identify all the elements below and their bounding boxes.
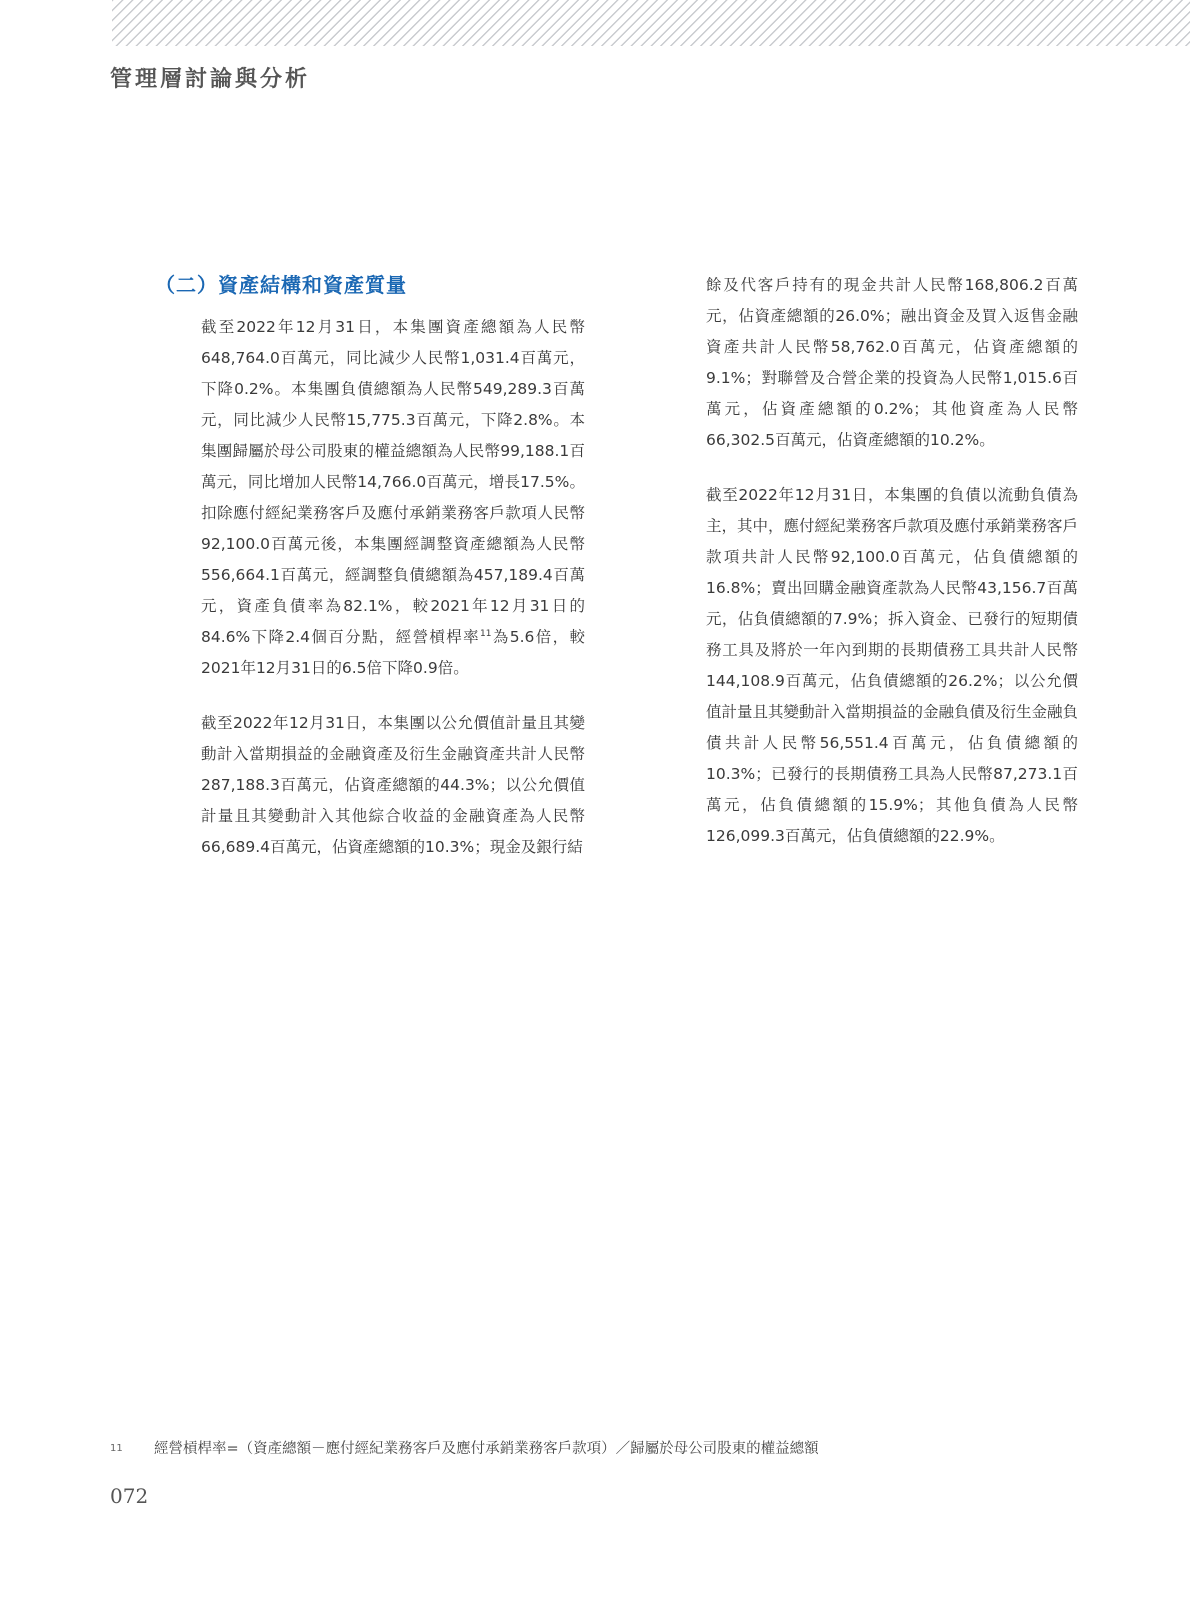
page-number: 072 xyxy=(110,1484,149,1508)
paragraph-asset-summary-tail: 為5.6倍，較2021年12月31日的6.5倍下降0.9倍。 xyxy=(201,628,585,677)
running-title: 管理層討論與分析 xyxy=(110,66,311,92)
paragraph-liability-composition: 截至2022年12月31日，本集團的負債以流動負債為主，其中，應付經紀業務客戶款項及應付承銷業務客戶款項共計人民幣92,100.0百萬元，佔負債總額的16.8%；賣出回購金融資產款為人民幣43,156.7百萬元，佔負債總額的7.9%；拆入資金、已發行的短期債務工具及將於一年內到期的長期債務工具共計人民幣144,108.9百萬元，佔負債總額的26.2%；以公允價值計量且其變動計入當期損益的金融負債及衍生金融負債共計人民幣56,551.4百萬元，佔負債總額的10.3%；已發行的長期債務工具為人民幣87,273.1百萬元，佔負債總額的15.9%；其他負債為人民幣126,099.3百萬元，佔負債總額的22.9%。 xyxy=(706,486,1079,845)
paragraph-asset-summary xyxy=(155,312,585,684)
header-hatch-band xyxy=(112,0,1190,46)
right-column xyxy=(706,270,1078,876)
footnote-text: 經營槓桿率=（資產總額－應付經紀業務客戶及應付承銷業務客戶款項）／歸屬於母公司股東的權益總額 xyxy=(154,1441,819,1457)
footnote-reference: 11 xyxy=(480,628,492,639)
left-column xyxy=(155,270,585,887)
footnote-number: 11 xyxy=(110,1443,123,1454)
footnote xyxy=(110,1436,1010,1462)
section-heading: （二）資產結構和資產質量 xyxy=(155,273,407,297)
paragraph-asset-composition: 截至2022年12月31日，本集團以公允價值計量且其變動計入當期損益的金融資產及衍生金融資產共計人民幣287,188.3百萬元，佔資產總額的44.3%；以公允價值計量且其變動計入其他綜合收益的金融資產為人民幣66,689.4百萬元，佔資產總額的10.3%；現金及銀行結 xyxy=(201,714,585,856)
paragraph-asset-composition-continued: 餘及代客戶持有的現金共計人民幣168,806.2百萬元，佔資產總額的26.0%；融出資金及買入返售金融資產共計人民幣58,762.0百萬元，佔資產總額的9.1%；對聯營及合營企業的投資為人民幣1,015.6百萬元，佔資產總額的0.2%；其他資產為人民幣66,302.5百萬元，佔資產總額的10.2%。 xyxy=(706,276,1078,449)
paragraph-asset-summary-text: 截至2022年12月31日，本集團資產總額為人民幣648,764.0百萬元，同比減少人民幣1,031.4百萬元，下降0.2%。本集團負債總額為人民幣549,289.3百萬元，同比減少人民幣15,775.3百萬元，下降2.8%。本集團歸屬於母公司股東的權益總額為人民幣99,188.1百萬元，同比增加人民幣14,766.0百萬元，增長17.5%。扣除應付經紀業務客戶及應付承銷業務客戶款項人民幣92,100.0百萬元後，本集團經調整資產總額為人民幣556,664.1百萬元，經調整負債總額為457,189.4百萬元，資產負債率為82.1%，較2021年12月31日的84.6%下降2.4個百分點，經營槓桿率 xyxy=(201,318,585,646)
